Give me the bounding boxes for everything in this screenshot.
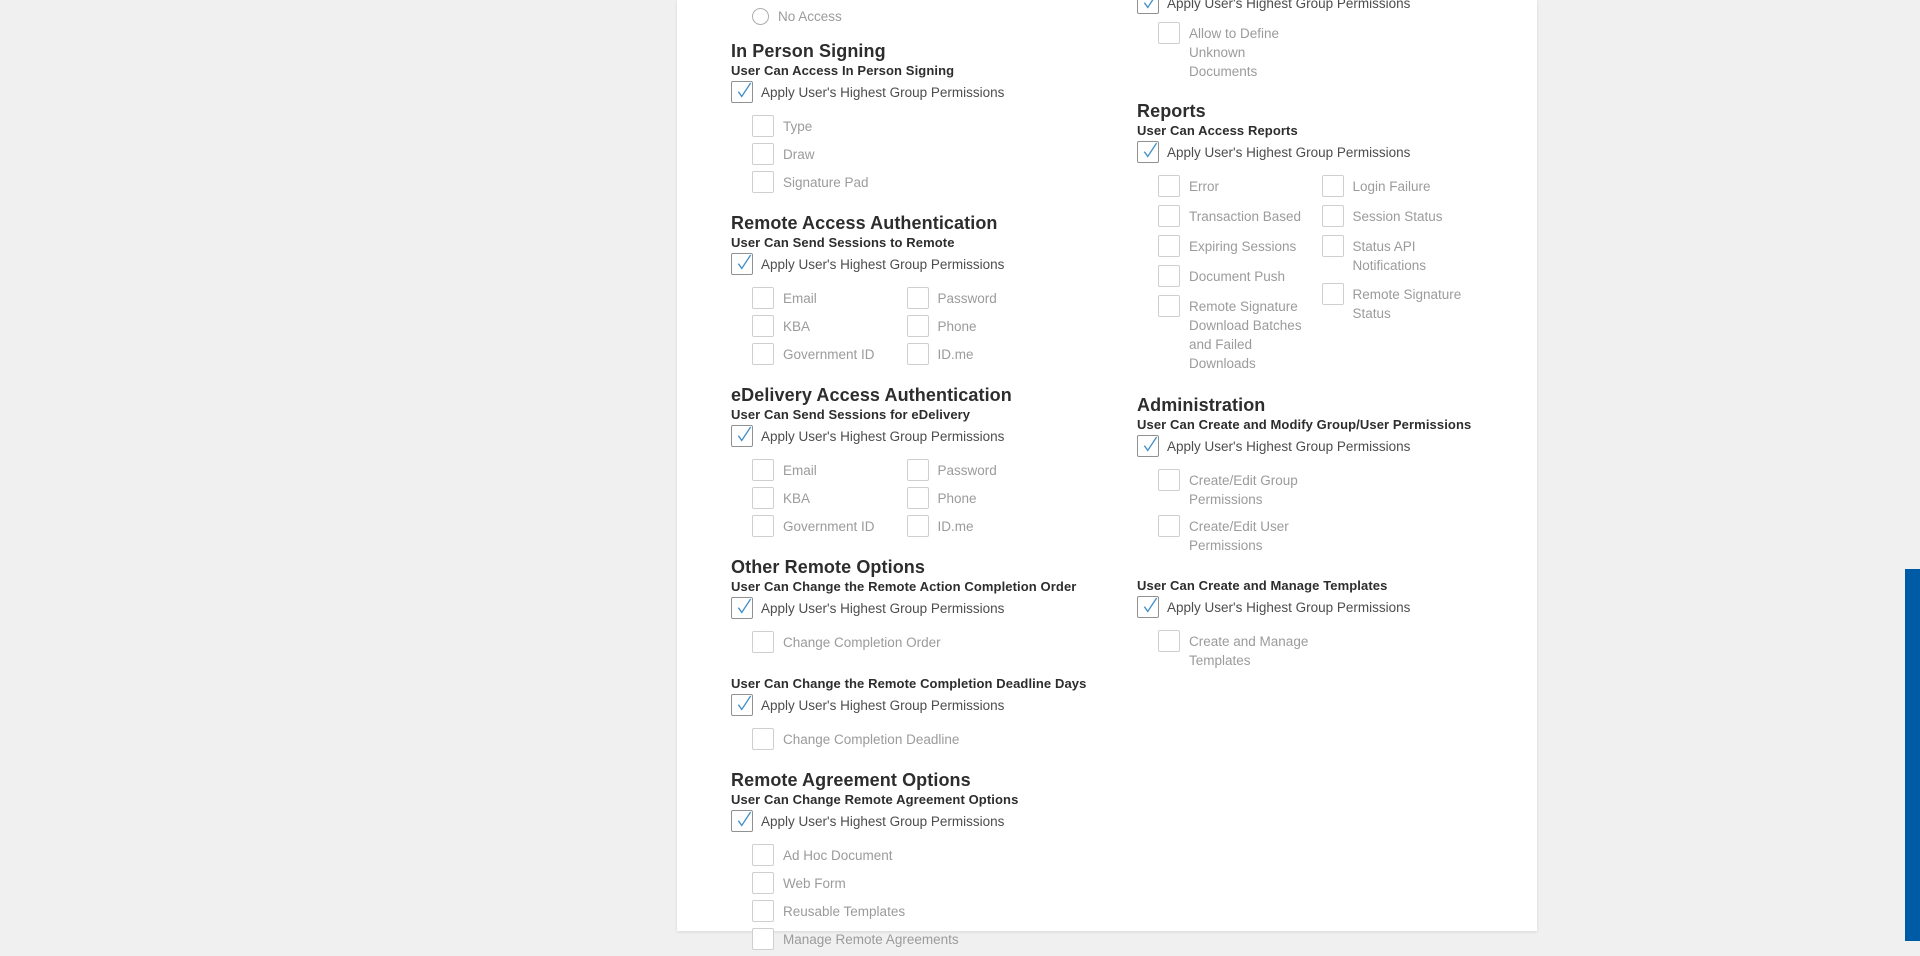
- apply-row: [731, 694, 1061, 716]
- section-title: eDelivery Access Authentication: [731, 385, 1012, 405]
- checkbox-apply-highest-group-permissions[interactable]: [731, 597, 753, 619]
- group-subtitle: User Can Change Remote Agreement Options: [731, 792, 1019, 807]
- option-label: Create and Manage Templates: [1189, 634, 1309, 668]
- option-row: [752, 315, 907, 337]
- checkbox-create-edit-user-permissions[interactable]: [1158, 515, 1180, 537]
- option-row: [752, 487, 907, 509]
- apply-label: Apply User's Highest Group Permissions: [1167, 145, 1411, 160]
- option-label: Remote Signature Status: [1352, 287, 1462, 321]
- checkbox-draw[interactable]: [752, 143, 774, 165]
- option-label: ID.me: [937, 347, 974, 362]
- permission-group: [1137, 0, 1485, 87]
- permission-group: [1137, 417, 1485, 561]
- apply-row: [1137, 141, 1485, 163]
- option-row: [907, 343, 1062, 365]
- checkbox-apply-highest-group-permissions[interactable]: [731, 694, 753, 716]
- section-in-person-signing: [731, 41, 1061, 199]
- option-label: Password: [937, 463, 997, 478]
- option-row: [907, 515, 1062, 537]
- checkbox-status-api-notifications[interactable]: [1322, 235, 1344, 257]
- check-icon: [734, 807, 753, 832]
- radio-row: [752, 5, 1061, 27]
- options-stack: [1158, 469, 1329, 561]
- checkbox-password[interactable]: [907, 459, 929, 481]
- checkbox-web-form[interactable]: [752, 872, 774, 894]
- options-grid: [752, 459, 1061, 543]
- options-grid: [752, 728, 1061, 756]
- option-label: Type: [783, 119, 813, 134]
- options-stack: [907, 287, 1062, 371]
- radio-no-access[interactable]: [752, 8, 769, 25]
- check-icon: [734, 78, 753, 103]
- option-label: Create/Edit User Permissions: [1189, 519, 1289, 553]
- checkbox-password[interactable]: [907, 287, 929, 309]
- option-row: [752, 143, 922, 165]
- checkbox-type[interactable]: [752, 115, 774, 137]
- column-right: [1137, 0, 1485, 676]
- option-label: ID.me: [937, 519, 974, 534]
- checkbox-government-id[interactable]: [752, 515, 774, 537]
- option-label: Change Completion Order: [783, 635, 941, 650]
- option-label: Remote Signature Download Batches and Failed Downloads: [1189, 299, 1302, 371]
- option-label: KBA: [783, 491, 811, 506]
- options-stack: [1158, 22, 1329, 87]
- option-row: [1158, 205, 1322, 227]
- apply-label: Apply User's Highest Group Permissions: [1167, 0, 1411, 11]
- option-label: Phone: [937, 319, 977, 334]
- checkbox-reusable-templates[interactable]: [752, 900, 774, 922]
- group-subtitle: User Can Change the Remote Completion Deadline Days: [731, 676, 1087, 691]
- apply-label: Apply User's Highest Group Permissions: [761, 257, 1005, 272]
- column-left: [731, 0, 1087, 956]
- right-edge-scrollbar[interactable]: [1905, 569, 1920, 941]
- checkbox-id-me[interactable]: [907, 515, 929, 537]
- option-row: [752, 844, 922, 866]
- group-subtitle: User Can Send Sessions for eDelivery: [731, 407, 971, 422]
- permissions-panel: [677, 0, 1537, 947]
- apply-label: Apply User's Highest Group Permissions: [761, 601, 1005, 616]
- apply-row: [1137, 0, 1485, 14]
- checkbox-signature-pad[interactable]: [752, 171, 774, 193]
- option-row: [907, 287, 1062, 309]
- apply-label: Apply User's Highest Group Permissions: [1167, 600, 1411, 615]
- options-grid: [1158, 22, 1485, 87]
- option-label: Transaction Based: [1189, 209, 1302, 224]
- options-grid: [752, 844, 1061, 956]
- option-row: [752, 900, 922, 922]
- check-icon: [1140, 138, 1159, 163]
- options-grid: [752, 287, 1061, 371]
- option-label: Error: [1189, 179, 1219, 194]
- options-stack: [1158, 175, 1322, 381]
- check-icon: [1140, 593, 1159, 618]
- option-label: Status API Notifications: [1352, 239, 1427, 273]
- section-title: In Person Signing: [731, 41, 886, 61]
- section-remote-access-authentication: [731, 213, 1061, 371]
- checkbox-apply-highest-group-permissions[interactable]: [731, 81, 753, 103]
- apply-row: [731, 253, 1061, 275]
- checkbox-apply-highest-group-permissions[interactable]: [1137, 435, 1159, 457]
- apply-label: Apply User's Highest Group Permissions: [1167, 439, 1411, 454]
- options-stack: [752, 459, 907, 543]
- permission-group: [731, 63, 1061, 199]
- option-row: [752, 171, 922, 193]
- option-label: Change Completion Deadline: [783, 732, 960, 747]
- option-label: Ad Hoc Document: [783, 848, 893, 863]
- checkbox-email[interactable]: [752, 287, 774, 309]
- checkbox-phone[interactable]: [907, 315, 929, 337]
- option-row: [752, 728, 960, 750]
- checkbox-error[interactable]: [1158, 175, 1180, 197]
- checkbox-id-me[interactable]: [907, 343, 929, 365]
- option-row: [1322, 205, 1486, 227]
- checkbox-session-status[interactable]: [1322, 205, 1344, 227]
- checkbox-remote-signature-status[interactable]: [1322, 283, 1344, 305]
- checkbox-apply-highest-group-permissions[interactable]: [731, 810, 753, 832]
- checkbox-apply-highest-group-permissions[interactable]: [1137, 0, 1159, 14]
- options-stack: [752, 728, 960, 756]
- check-icon: [1140, 432, 1159, 457]
- option-label: Phone: [937, 491, 977, 506]
- option-row: [752, 928, 959, 950]
- permission-group: [731, 792, 1061, 956]
- option-row: [1322, 235, 1486, 275]
- option-label: Reusable Templates: [783, 904, 906, 919]
- option-row: [1158, 235, 1322, 257]
- option-label: Manage Remote Agreements: [783, 932, 959, 947]
- apply-row: [731, 81, 1061, 103]
- section-title: Reports: [1137, 101, 1206, 121]
- checkbox-login-failure[interactable]: [1322, 175, 1344, 197]
- check-icon: [734, 594, 753, 619]
- option-label: Allow to Define Unknown Documents: [1189, 26, 1280, 79]
- permission-group: [731, 407, 1061, 543]
- checkbox-allow-to-define-unknown-documents[interactable]: [1158, 22, 1180, 44]
- section-title: Administration: [1137, 395, 1266, 415]
- apply-label: Apply User's Highest Group Permissions: [761, 698, 1005, 713]
- group-subtitle: User Can Change the Remote Action Completion Order: [731, 579, 1077, 594]
- checkbox-manage-remote-agreements[interactable]: [752, 928, 774, 950]
- options-stack: [1322, 175, 1486, 381]
- check-icon: [734, 691, 753, 716]
- option-label: Expiring Sessions: [1189, 239, 1297, 254]
- option-row: [1158, 469, 1329, 509]
- option-label: Session Status: [1352, 209, 1443, 224]
- options-grid: [1158, 175, 1485, 381]
- option-row: [752, 872, 922, 894]
- checkbox-kba[interactable]: [752, 487, 774, 509]
- section-administration: [1137, 395, 1485, 676]
- checkbox-apply-highest-group-permissions[interactable]: [731, 425, 753, 447]
- check-icon: [734, 422, 753, 447]
- section-edelivery-access-authentication: [731, 385, 1061, 543]
- apply-row: [1137, 435, 1485, 457]
- option-row: [1322, 175, 1486, 197]
- section-title: Remote Agreement Options: [731, 770, 971, 790]
- option-label: Signature Pad: [783, 175, 869, 190]
- option-row: [752, 515, 907, 537]
- checkbox-create-and-manage-templates[interactable]: [1158, 630, 1180, 652]
- checkbox-apply-highest-group-permissions[interactable]: [1137, 141, 1159, 163]
- permission-group: [731, 676, 1087, 756]
- apply-row: [731, 425, 1061, 447]
- option-label: Government ID: [783, 347, 875, 362]
- permission-group: [731, 235, 1061, 371]
- option-row: [907, 459, 1062, 481]
- option-label: Government ID: [783, 519, 875, 534]
- option-label: Login Failure: [1352, 179, 1431, 194]
- checkbox-create-edit-group-permissions[interactable]: [1158, 469, 1180, 491]
- checkbox-change-completion-deadline[interactable]: [752, 728, 774, 750]
- checkbox-document-push[interactable]: [1158, 265, 1180, 287]
- check-icon: [734, 250, 753, 275]
- group-subtitle: User Can Access Reports: [1137, 123, 1298, 138]
- option-row: [1158, 265, 1322, 287]
- option-row: [1158, 630, 1329, 670]
- option-row: [1322, 283, 1486, 323]
- section-title: Other Remote Options: [731, 557, 926, 577]
- permission-group: [1137, 578, 1485, 676]
- options-grid: [1158, 630, 1485, 676]
- options-stack: [752, 287, 907, 371]
- option-label: Email: [783, 291, 817, 306]
- apply-label: Apply User's Highest Group Permissions: [761, 814, 1005, 829]
- option-row: [752, 343, 907, 365]
- group-subtitle: User Can Access In Person Signing: [731, 63, 955, 78]
- options-grid: [1158, 469, 1485, 561]
- checkbox-ad-hoc-document[interactable]: [752, 844, 774, 866]
- checkbox-apply-highest-group-permissions[interactable]: [731, 253, 753, 275]
- option-row: [1158, 295, 1322, 373]
- apply-label: Apply User's Highest Group Permissions: [761, 85, 1005, 100]
- check-icon: [1140, 0, 1159, 14]
- apply-label: Apply User's Highest Group Permissions: [761, 429, 1005, 444]
- options-grid: [752, 115, 1061, 199]
- option-row: [752, 631, 941, 653]
- options-stack: [752, 115, 922, 199]
- options-stack: [752, 844, 959, 956]
- option-label: KBA: [783, 319, 811, 334]
- section-title: Remote Access Authentication: [731, 213, 998, 233]
- group-subtitle: User Can Create and Manage Templates: [1137, 578, 1388, 593]
- checkbox-expiring-sessions[interactable]: [1158, 235, 1180, 257]
- options-stack: [907, 459, 1062, 543]
- option-label: Web Form: [783, 876, 846, 891]
- options-stack: [752, 631, 941, 659]
- option-row: [1158, 515, 1329, 555]
- group-subtitle: User Can Create and Modify Group/User Permissions: [1137, 417, 1472, 432]
- option-row: [1158, 175, 1322, 197]
- checkbox-government-id[interactable]: [752, 343, 774, 365]
- checkbox-remote-signature-download-batches-and-failed-downloads[interactable]: [1158, 295, 1180, 317]
- option-row: [907, 487, 1062, 509]
- checkbox-email[interactable]: [752, 459, 774, 481]
- option-row: [752, 115, 922, 137]
- option-row: [752, 459, 907, 481]
- permission-group: [1137, 123, 1485, 381]
- checkbox-kba[interactable]: [752, 315, 774, 337]
- apply-row: [731, 597, 1061, 619]
- options-stack: [1158, 630, 1329, 676]
- option-row: [1158, 22, 1329, 81]
- option-label: Email: [783, 463, 817, 478]
- permission-group: [731, 579, 1077, 659]
- radio-label: No Access: [778, 8, 842, 24]
- apply-row: [1137, 596, 1485, 618]
- option-label: Draw: [783, 147, 815, 162]
- checkbox-change-completion-order[interactable]: [752, 631, 774, 653]
- apply-row: [731, 810, 1061, 832]
- option-row: [752, 287, 907, 309]
- option-label: Document Push: [1189, 269, 1286, 284]
- option-label: Password: [937, 291, 997, 306]
- checkbox-apply-highest-group-permissions[interactable]: [1137, 596, 1159, 618]
- section-top-partial: [1137, 0, 1485, 87]
- option-row: [907, 315, 1062, 337]
- section-other-remote-options: [731, 557, 1087, 756]
- group-subtitle: User Can Send Sessions to Remote: [731, 235, 955, 250]
- checkbox-transaction-based[interactable]: [1158, 205, 1180, 227]
- option-label: Create/Edit Group Permissions: [1189, 473, 1298, 507]
- section-remote-agreement-options: [731, 770, 1061, 956]
- section-reports: [1137, 101, 1485, 381]
- options-grid: [752, 631, 1061, 659]
- checkbox-phone[interactable]: [907, 487, 929, 509]
